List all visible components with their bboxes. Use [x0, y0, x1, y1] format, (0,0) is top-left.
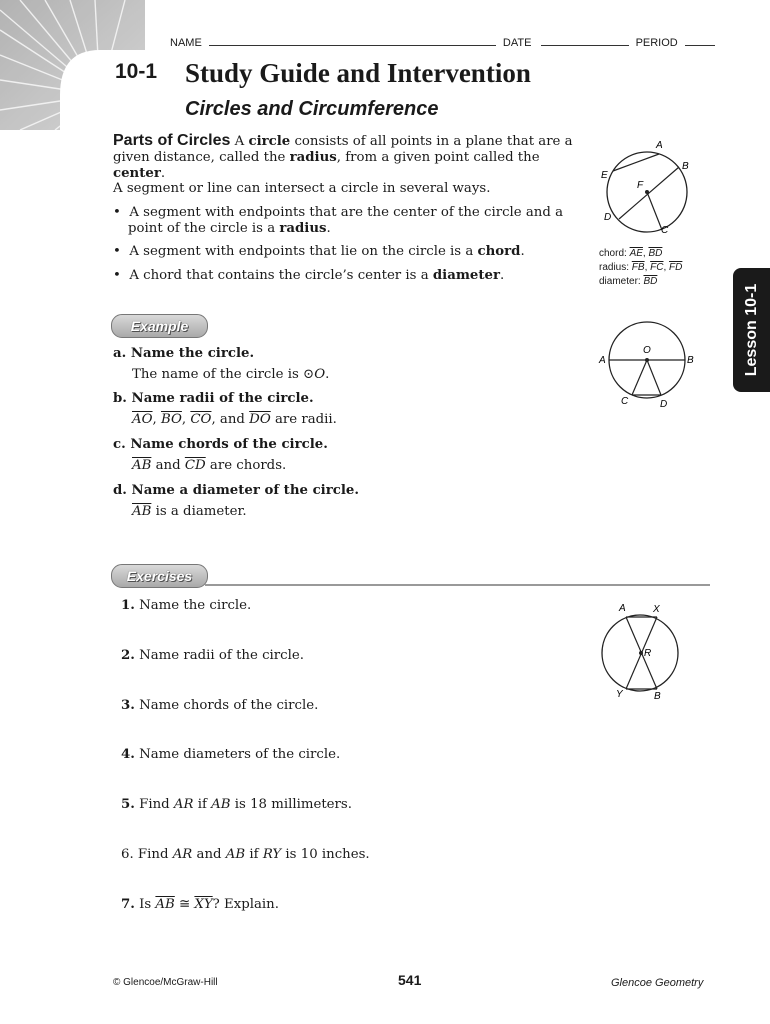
label-c: C	[661, 225, 669, 236]
center-point	[645, 190, 649, 194]
footer-book-title: Glencoe Geometry	[611, 977, 704, 989]
parts-of-circles-paragraph: Parts of Circles A circle consists of all points in a plane that are a given distance, called the radius, from a given point called the center.	[113, 132, 573, 181]
date-blank[interactable]	[541, 35, 629, 46]
exercise-5: 5. Find AR if AB is 18 millimeters.	[121, 797, 352, 812]
lesson-number: 10-1	[115, 60, 158, 83]
exercises-pill: Exercises	[111, 564, 208, 588]
exercise-2: 2. Name radii of the circle.	[121, 648, 304, 663]
label-a: A	[599, 355, 606, 366]
diagram-legend	[599, 247, 682, 289]
name-blank[interactable]	[209, 35, 496, 46]
legend-diameter: diameter: $\overline{BD}$	[599, 276, 658, 287]
legend-radius: radius: $\overline{FB}$, $\overline{FC}$, $\overline{FD}$	[599, 262, 683, 273]
date-label: DATE	[502, 37, 532, 49]
example-c: c. Name chords of the circle. $\overline{AB}$ and $\overline{CD}$ are chords.	[113, 437, 328, 473]
label-y: Y	[616, 689, 623, 700]
center-point	[645, 358, 649, 362]
label-c: C	[621, 396, 629, 407]
example-b: b. Name radii of the circle. $\overline{AO}$, $\overline{BO}$, $\overline{CO}$, and $\overline{DO}$ are radii.	[113, 391, 337, 427]
footer-copyright: © Glencoe/McGraw-Hill	[113, 977, 218, 988]
bullet-chord: • A segment with endpoints that lie on the circle is a chord.	[113, 244, 525, 259]
exercise-1: 1. Name the circle.	[121, 598, 252, 613]
exercise-4: 4. Name diameters of the circle.	[121, 747, 341, 762]
section-heading: Parts of Circles	[113, 132, 231, 149]
label-e: E	[601, 170, 608, 181]
period-label: PERIOD	[635, 37, 678, 49]
label-r: R	[644, 648, 652, 659]
center-point	[639, 651, 643, 655]
label-x: X	[653, 604, 660, 615]
diameter-bd	[619, 167, 679, 219]
exercises-divider	[205, 584, 710, 586]
legend-chord: chord: $\overline{AE}$, $\overline{BD}$	[599, 248, 663, 259]
student-header	[170, 35, 715, 49]
footer-page-number: 541	[398, 972, 422, 988]
lesson-tab	[733, 268, 770, 392]
radius-od	[647, 360, 661, 395]
circle-diagram-parts	[595, 135, 700, 240]
circle-diagram-exercises	[595, 598, 690, 706]
label-d: D	[604, 212, 612, 223]
name-label: NAME	[170, 37, 202, 49]
label-b: B	[654, 691, 661, 702]
label-b: B	[687, 355, 694, 366]
label-a: A	[656, 140, 663, 151]
bullet-radius: • A segment with endpoints that are the center of the circle and a point of the circle is a radius.	[113, 205, 564, 236]
example-d: d. Name a diameter of the circle. $\overline{AB}$ is a diameter.	[113, 483, 359, 519]
radius-oc	[632, 360, 647, 395]
exercise-7: 7. Is $\overline{AB}$ ≅ $\overline{XY}$? Explain.	[121, 897, 279, 912]
exercise-3: 3. Name chords of the circle.	[121, 698, 319, 713]
bullet-diameter: • A chord that contains the circle’s center is a diameter.	[113, 268, 505, 283]
page-subtitle: Circles and Circumference	[185, 98, 439, 120]
lesson-tab-label: Lesson 10-1	[742, 283, 760, 377]
radius-fc	[647, 192, 662, 230]
label-o: O	[643, 345, 651, 356]
exercise-6: 6. Find AR and AB if RY is 10 inches.	[121, 847, 370, 862]
label-a: A	[619, 603, 626, 614]
intersect-paragraph: A segment or line can intersect a circle in several ways.	[113, 181, 491, 196]
example-a: a. Name the circle. The name of the circle is ⊙O.	[113, 346, 330, 382]
period-blank[interactable]	[685, 35, 715, 46]
label-f: F	[637, 180, 644, 191]
example-pill: Example	[111, 314, 208, 338]
label-d: D	[660, 399, 668, 410]
page-title: Study Guide and Intervention	[185, 58, 531, 88]
circle-diagram-example	[597, 318, 702, 410]
label-b: B	[682, 161, 689, 172]
